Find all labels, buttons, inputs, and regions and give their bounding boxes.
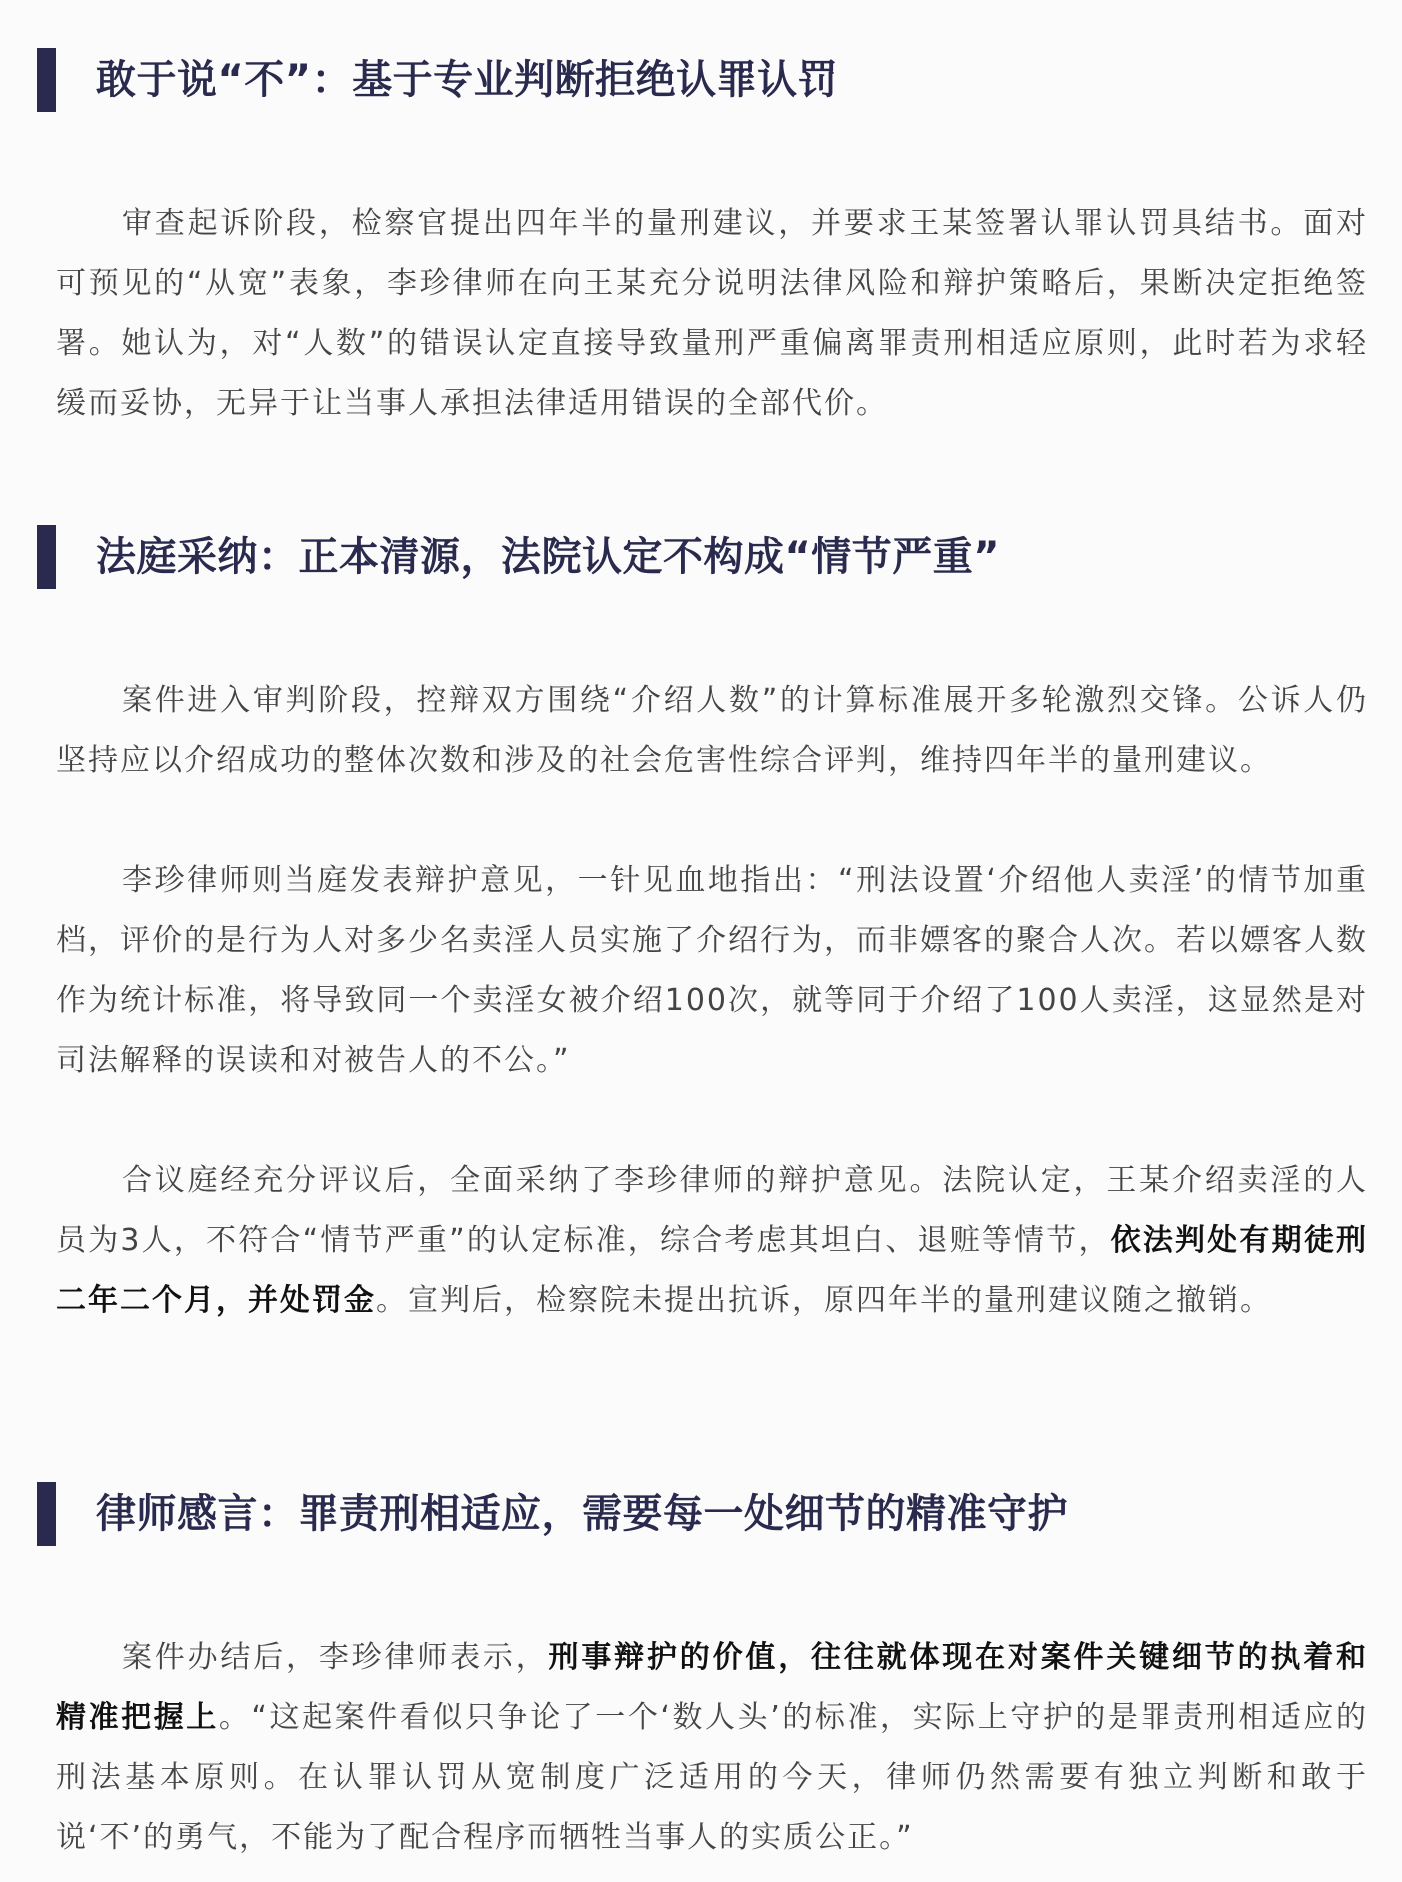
section-heading-text: 敢于说“不”：基于专业判断拒绝认罪认罚 xyxy=(96,57,839,103)
paragraph-text: 案件进入审判阶段，控辩双方围绕“介绍人数”的计算标准展开多轮激烈交锋。公诉人仍坚持应以介绍成功的整体次数和涉及的社会危害性综合评判，维持四年半的量刑建议。 xyxy=(56,683,1368,778)
paragraph xyxy=(56,671,1368,791)
paragraph-text: 李珍律师则当庭发表辩护意见，一针见血地指出：“刑法设置‘介绍他人卖淫’的情节加重档，评价的是行为人对多少名卖淫人员实施了介绍行为，而非嫖客的聚合人次。若以嫖客人数作为统计标准，将导致同一个卖淫女被介绍100次，就等同于介绍了100人卖淫，这显然是对司法解释的误读和对被告人的不公。” xyxy=(56,863,1368,1078)
emphasis-text: 刑事辩护的价值，往往就体现在对案件关键细节的执着和精准把握上 xyxy=(56,1640,1369,1735)
paragraph xyxy=(56,194,1368,434)
paragraph xyxy=(56,851,1368,1091)
paragraph-text: 审查起诉阶段，检察官提出四年半的量刑建议，并要求王某签署认罪认罚具结书。面对可预见的“从宽”表象，李珍律师在向王某充分说明法律风险和辩护策略后，果断决定拒绝签署。她认为，对“人数”的错误认定直接导致量刑严重偏离罪责刑相适应原则，此时若为求轻缓而妥协，无异于让当事人承担法律适用错误的全部代价。 xyxy=(56,206,1368,421)
section-heading-text: 法庭采纳：正本清源，法院认定不构成“情节严重” xyxy=(96,534,1001,580)
paragraph xyxy=(56,1151,1368,1331)
paragraph-text: 。“这起案件看似只争论了一个‘数人头’的标准，实际上守护的是罪责刑相适应的刑法基本原则。在认罪认罚从宽制度广泛适用的今天，律师仍然需要有独立判断和敢于说‘不’的勇气，不能为了配合程序而牺牲当事人的实质公正。” xyxy=(56,1700,1368,1855)
emphasis-text: 依法判处有期徒刑二年二个月，并处罚金 xyxy=(56,1223,1369,1318)
paragraph-text: 案件办结后，李珍律师表示， xyxy=(122,1640,549,1675)
heading-accent-bar xyxy=(37,48,56,112)
section-heading-text: 律师感言：罪责刑相适应，需要每一处细节的精准守护 xyxy=(96,1491,1068,1537)
section-heading xyxy=(37,1482,1367,1546)
section-heading xyxy=(37,525,1367,589)
paragraph xyxy=(56,1628,1368,1868)
heading-accent-bar xyxy=(37,1482,56,1546)
heading-accent-bar xyxy=(37,525,56,589)
paragraph-text: 。宣判后，检察院未提出抗诉，原四年半的量刑建议随之撤销。 xyxy=(376,1283,1272,1318)
section-heading xyxy=(37,48,1367,112)
paragraph-text: 合议庭经充分评议后，全面采纳了李珍律师的辩护意见。法院认定，王某介绍卖淫的人员为3人，不符合“情节严重”的认定标准，综合考虑其坦白、退赃等情节， xyxy=(56,1163,1368,1258)
